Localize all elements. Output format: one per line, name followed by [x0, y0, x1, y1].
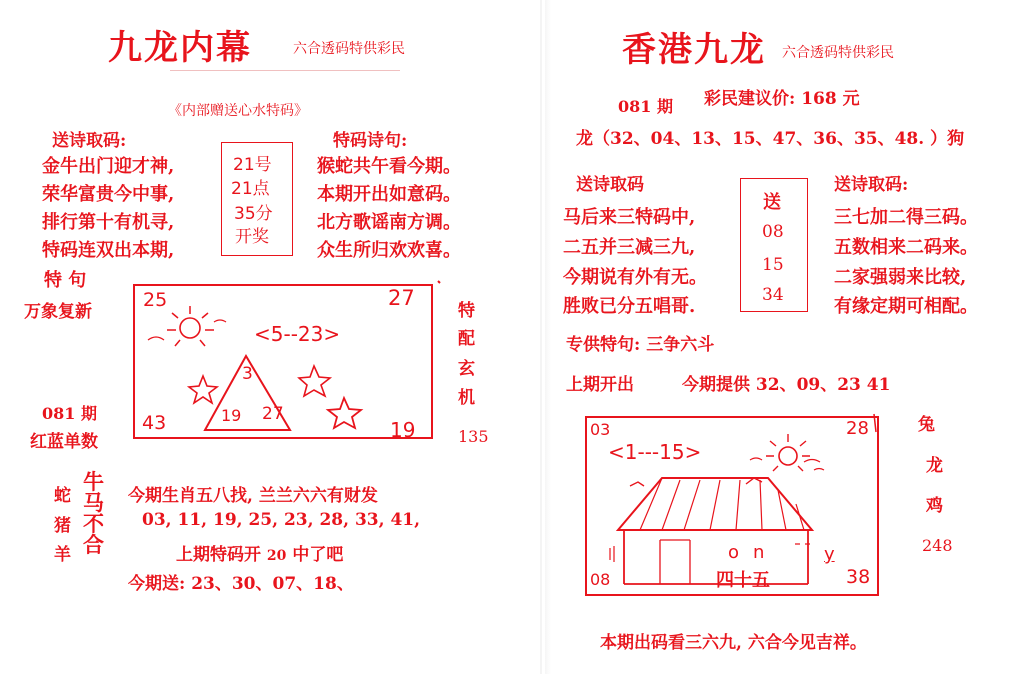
right-drawing [550, 0, 1033, 674]
left-poem-label: 送诗取码: [52, 131, 127, 151]
left-poem-line-4: 特码连双出本期, [42, 240, 175, 261]
left-draw-bottom-right: 19 [390, 418, 416, 442]
right-draw-bottom-right: 38 [846, 566, 871, 588]
left-line-3-num: 20 [266, 548, 287, 564]
r-poem-right-3: 二家强弱来比较, [834, 267, 967, 288]
right-box-line-2: 08 [762, 222, 784, 242]
special-text: 万象复新 [24, 302, 92, 322]
right-poem-line-1: 猴蛇共午看今期。 [317, 156, 461, 177]
last-period: 上期开出 [566, 375, 634, 395]
left-line-3-text: 上期特码开 [176, 545, 261, 565]
left-subheading: 《内部赠送心水特码》 [168, 103, 308, 119]
r-poem-left-label: 送诗取码 [576, 175, 644, 195]
left-draw-inner-right: 27 [262, 404, 284, 424]
zodiac-mid-1: 牛 [83, 469, 104, 494]
right-box-line-1: 送 [763, 192, 781, 213]
zodiac-left-2: 猪 [54, 516, 71, 536]
right-subtitle: 六合透码特供彩民 [782, 45, 894, 61]
right-footer: 本期出码看三六九, 六合今见吉祥。 [600, 633, 867, 653]
right-draw-bottom-left: 08 [590, 570, 611, 589]
dragon-line: 龙（32、04、13、15、47、36、35、48. ）狗 [576, 129, 965, 149]
left-subtitle: 六合透码特供彩民 [293, 41, 405, 57]
this-period: 今期提供 32、09、23 41 [682, 375, 891, 395]
left-box-line-3: 35分 [234, 204, 273, 224]
left-poem-line-3: 排行第十有机寻, [42, 212, 175, 233]
left-draw-bottom-left: 43 [142, 412, 167, 434]
zodiac-mid-3: 不 [83, 511, 104, 536]
right-poem-line-4: 众生所归欢欢喜。 [317, 240, 461, 261]
right-draw-top-left: 03 [590, 420, 611, 439]
left-box-line-4: 开奖 [235, 227, 269, 247]
red-blue-label: 红蓝单数 [30, 432, 98, 452]
left-draw-inner-left: 19 [221, 406, 242, 425]
right-poem-label: 特码诗句: [333, 131, 408, 151]
left-line-2: 03, 11, 19, 25, 23, 28, 33, 41, [142, 510, 421, 530]
left-line-4: 今期送: 23、30、07、18、 [128, 574, 354, 594]
left-poem-line-1: 金牛出门迎才神, [42, 156, 175, 177]
left-draw-range: <5--23> [254, 322, 341, 346]
r-poem-right-2: 五数相来二码来。 [834, 237, 978, 258]
side-animal-3: 鸡 [926, 496, 943, 516]
left-line-3-end: 中了吧 [292, 545, 344, 565]
right-poem-line-2: 本期开出如意码。 [317, 184, 461, 205]
side-number: 135 [458, 427, 489, 446]
r-poem-right-4: 有缘定期可相配。 [834, 296, 978, 317]
left-draw-top-right: 27 [388, 286, 415, 310]
right-box-line-4: 34 [762, 285, 784, 305]
r-poem-left-3: 今期说有外有无。 [563, 267, 707, 288]
side-animal-2: 龙 [926, 456, 943, 476]
right-panel [550, 0, 1033, 674]
right-draw-top-right: 28 [846, 418, 869, 439]
page-divider [540, 0, 542, 674]
side-char-1: 特 [458, 301, 475, 321]
right-draw-y-mark: y [824, 544, 835, 565]
right-draw-center-text: 四十五 [716, 570, 770, 591]
side-char-2: 配 [458, 329, 475, 349]
left-box-line-1: 21号 [233, 155, 272, 175]
r-poem-right-1: 三七加二得三码。 [834, 207, 978, 228]
left-box-line-2: 21点 [231, 179, 270, 199]
side-char-3: 玄 [458, 359, 475, 379]
left-period: 081 期 [42, 404, 97, 423]
side-animal-1: 兔 [918, 415, 935, 435]
right-period: 081 期 [618, 97, 673, 116]
right-box-line-3: 15 [762, 255, 784, 275]
side-char-4: 机 [458, 388, 475, 408]
r-poem-left-1: 马后来三特码中, [563, 207, 696, 228]
left-draw-top-left: 25 [143, 289, 168, 311]
right-price: 彩民建议价: 168 元 [704, 89, 860, 109]
r-poem-right-label: 送诗取码: [834, 175, 909, 195]
zodiac-mid-4: 合 [83, 532, 104, 557]
left-line-1: 今期生肖五八找, 兰兰六六有财发 [128, 486, 378, 506]
left-draw-center: 3 [242, 364, 253, 384]
right-title: 香港九龙 [622, 30, 766, 70]
left-line-3 [176, 540, 343, 565]
right-side-number: 248 [922, 536, 953, 555]
r-poem-left-2: 二五并三减三九, [563, 237, 696, 258]
zodiac-mid-2: 马 [83, 490, 104, 515]
special-label: 特 句 [44, 270, 87, 291]
zodiac-left-3: 羊 [54, 545, 71, 565]
zodiac-left-1: 蛇 [54, 486, 71, 506]
special-phrase: 专供特句: 三争六斗 [566, 335, 715, 355]
left-poem-line-2: 荣华富贵今中事, [42, 184, 175, 205]
right-draw-letters: on [728, 542, 779, 563]
r-poem-left-4: 胜败已分五唱哥. [563, 296, 696, 317]
right-poem-line-3: 北方歌谣南方调。 [317, 212, 461, 233]
right-draw-range: <1---15> [608, 440, 702, 464]
left-title: 九龙内幕 [108, 28, 252, 68]
